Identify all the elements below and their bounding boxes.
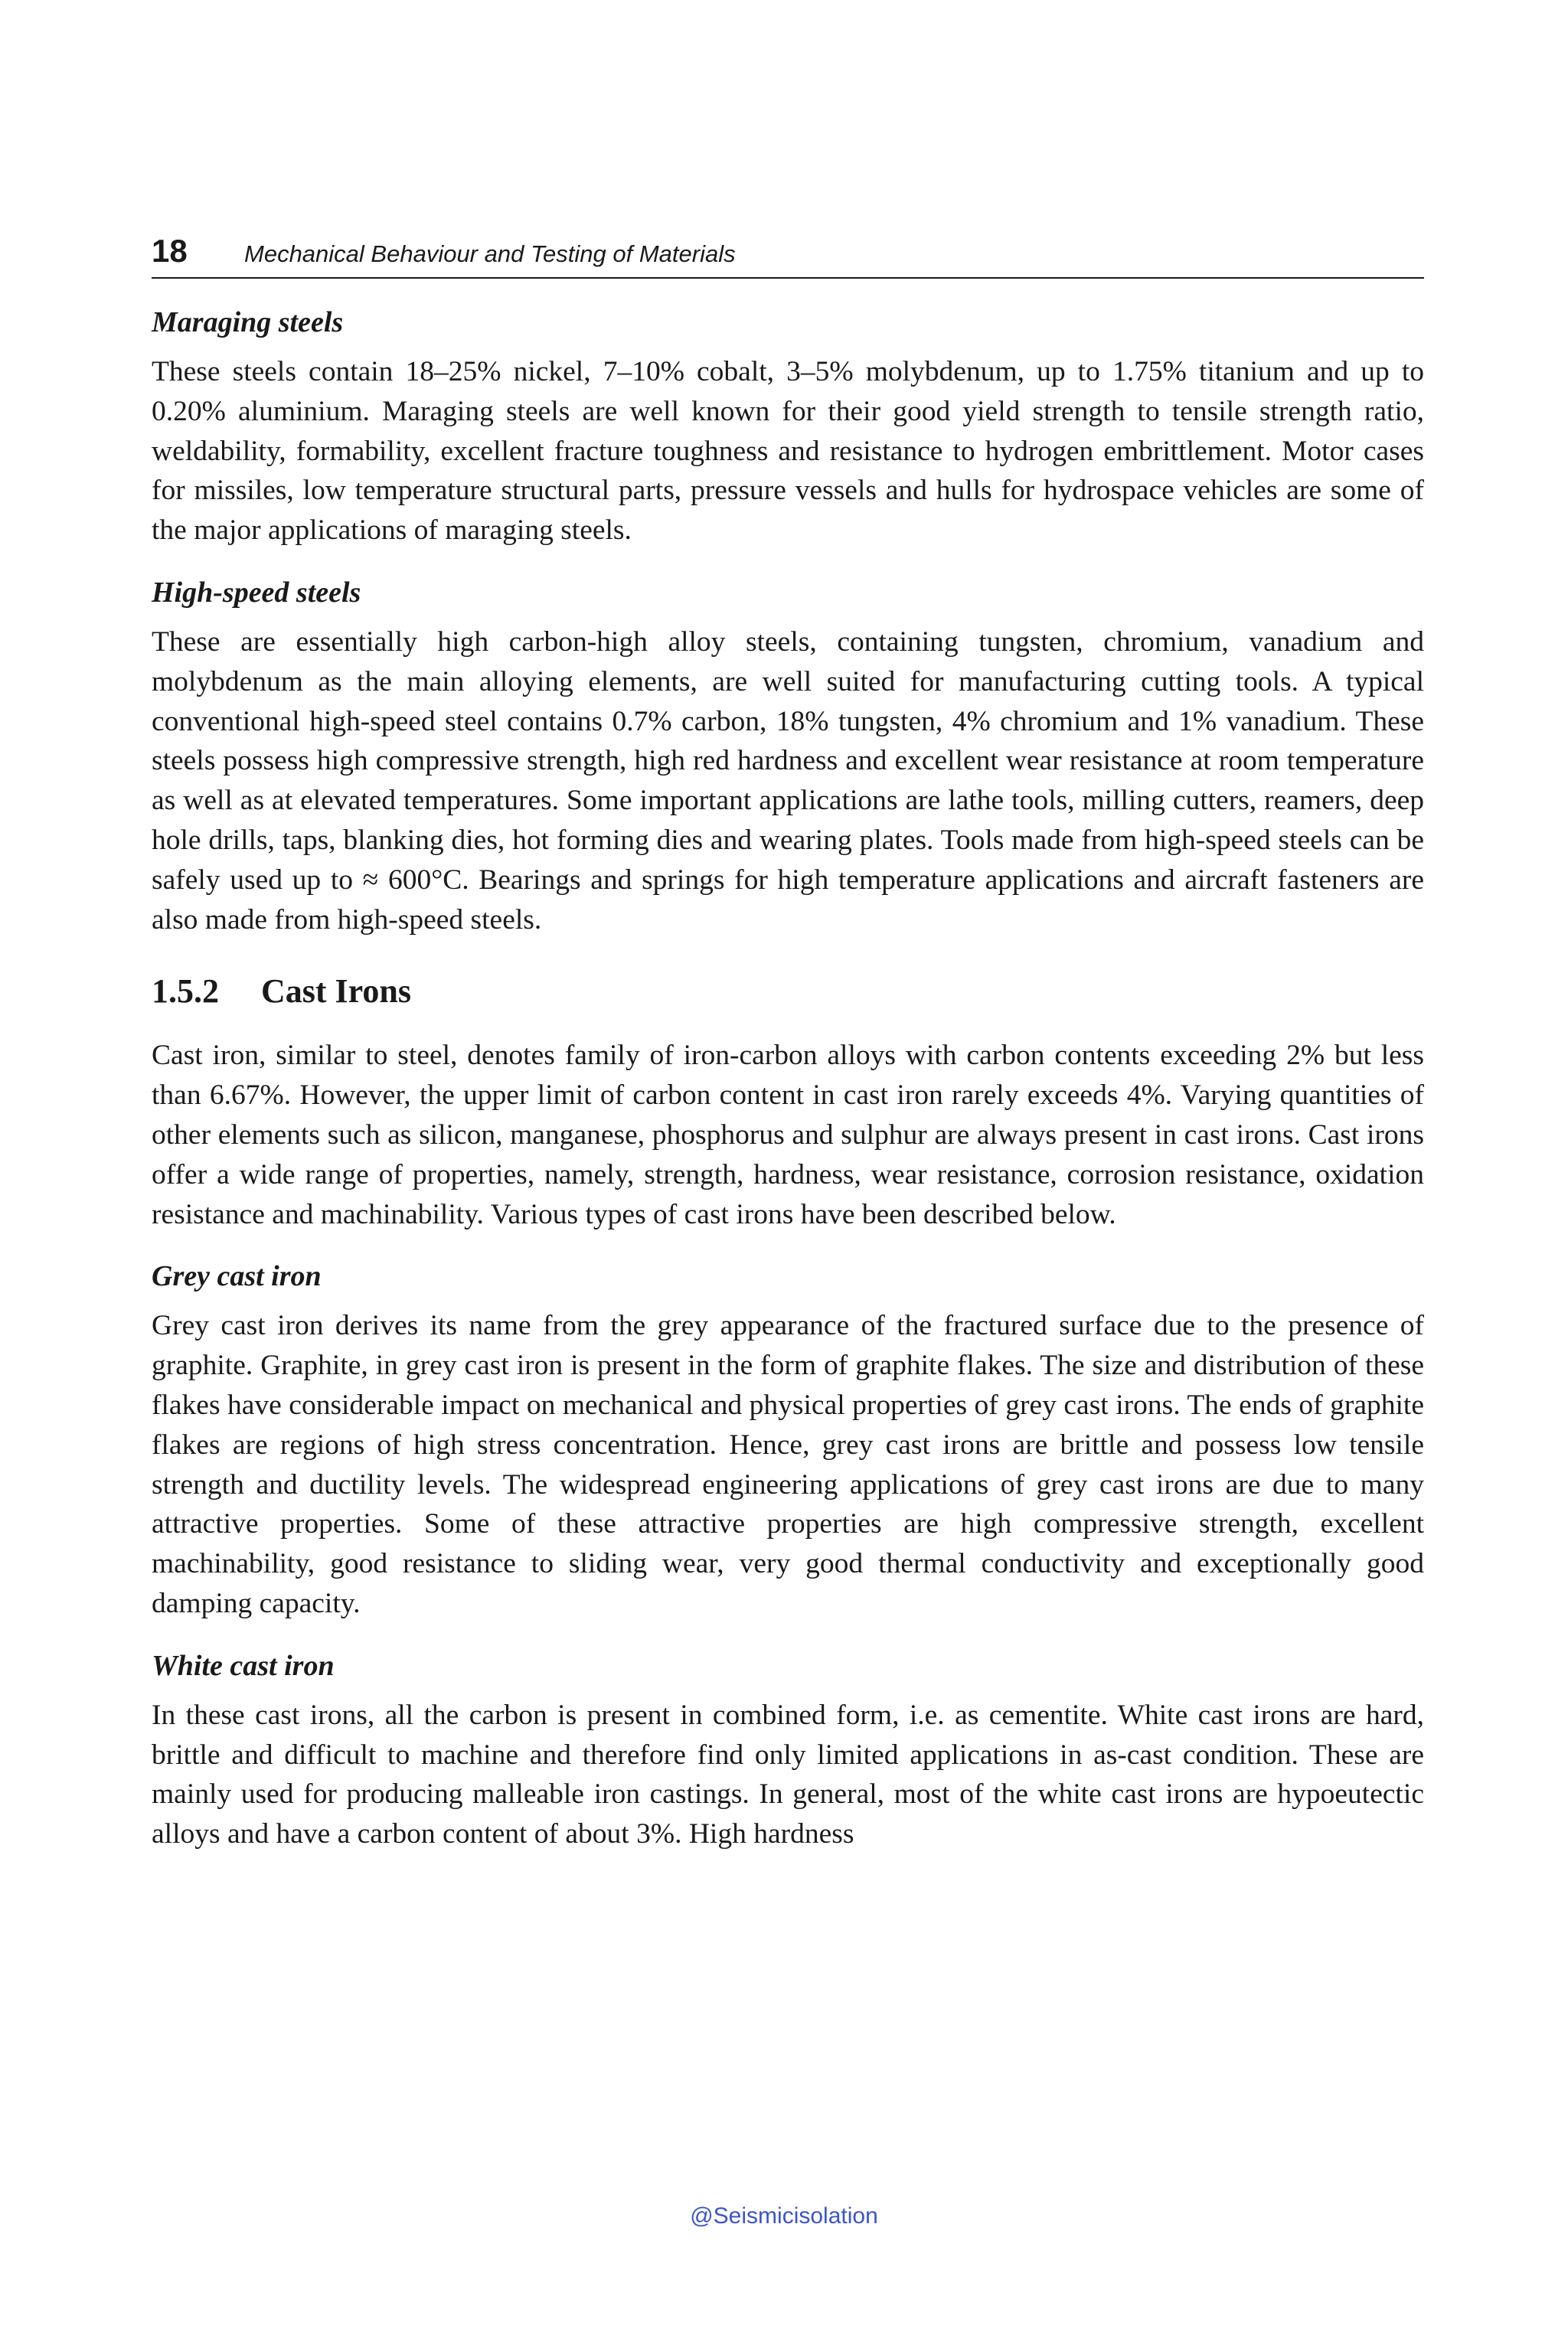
watermark: @Seismicisolation [690, 2203, 878, 2229]
heading-white-cast-iron: White cast iron [152, 1649, 335, 1682]
paragraph-white-cast-iron: In these cast irons, all the carbon is present in combined form, i.e. as cementite. White cast irons are hard, brittle and difficult to machine and therefore find only limited applications in as-cast condition. These are mainly used for producing malleable iron castings. In general, most of the white cast irons are hypoeutectic alloys and have a carbon content of about 3%. High hardness [152, 1699, 1424, 1850]
paragraph-maraging-steels: These steels contain 18–25% nickel, 7–10% cobalt, 3–5% molybdenum, up to 1.75% titanium and up to 0.20% aluminium. Maraging steels are well known for their good yield strength to tensile strength ratio, weldability, formability, excellent fracture toughness and resistance to hydrogen embrittlement. Motor cases for missiles, low temperature structural parts, pressure vessels and hulls for hydrospace vehicles are some of the major applications of maraging steels. [152, 356, 1424, 547]
heading-grey-cast-iron: Grey cast iron [152, 1260, 322, 1293]
paragraph-high-speed-steels: These are essentially high carbon-high alloy steels, containing tungsten, chromium, vanadium and molybdenum as the main alloying elements, are well suited for manufacturing cutting tools. A typical conventional high-speed steel contains 0.7% carbon, 18% tungsten, 4% chromium and 1% vanadium. These steels possess high compressive strength, high red hardness and excellent wear resistance at room temperature as well as at elevated temperatures. Some important applications are lathe tools, milling cutters, reamers, deep hole drills, taps, blanking dies, hot forming dies and wearing plates. Tools made from high-speed steels can be safely used up to ≈ 600°C. Bearings and springs for high temperature applications and aircraft fasteners are also made from high-speed steels. [152, 625, 1424, 936]
page-header [152, 230, 1424, 279]
page-content [152, 303, 1424, 1854]
page-number: 18 [152, 233, 188, 269]
paragraph-cast-irons: Cast iron, similar to steel, denotes family of iron-carbon alloys with carbon contents exceeding 2% but less than 6.67%. However, the upper limit of carbon content in cast iron rarely exceeds 4%. Varying quantities of other elements such as silicon, manganese, phosphorus and sulphur are always present in cast irons. Cast irons offer a wide range of properties, namely, strength, hardness, wear resistance, corrosion resistance, oxidation resistance and machinability. Various types of cast irons have been described below. [152, 1040, 1424, 1230]
paragraph-grey-cast-iron: Grey cast iron derives its name from the grey appearance of the fractured surface due to the presence of graphite. Graphite, in grey cast iron is present in the form of graphite flakes. The size and distribution of these flakes have considerable impact on mechanical and physical properties of grey cast irons. The ends of graphite flakes are regions of high stress concentration. Hence, grey cast irons are brittle and possess low tensile strength and ductility levels. The widespread engineering applications of grey cast irons are due to many attractive properties. Some of these attractive properties are high compressive strength, excellent machinability, good resistance to sliding wear, very good thermal conductivity and exceptionally good damping capacity. [152, 1310, 1424, 1619]
running-title: Mechanical Behaviour and Testing of Materials [244, 240, 736, 267]
heading-maraging-steels: Maraging steels [152, 306, 344, 338]
heading-high-speed-steels: High-speed steels [152, 576, 361, 609]
section-heading-cast-irons [152, 970, 1424, 1013]
section-title: Cast Irons [261, 972, 412, 1011]
section-number: 1.5.2 [152, 972, 219, 1011]
